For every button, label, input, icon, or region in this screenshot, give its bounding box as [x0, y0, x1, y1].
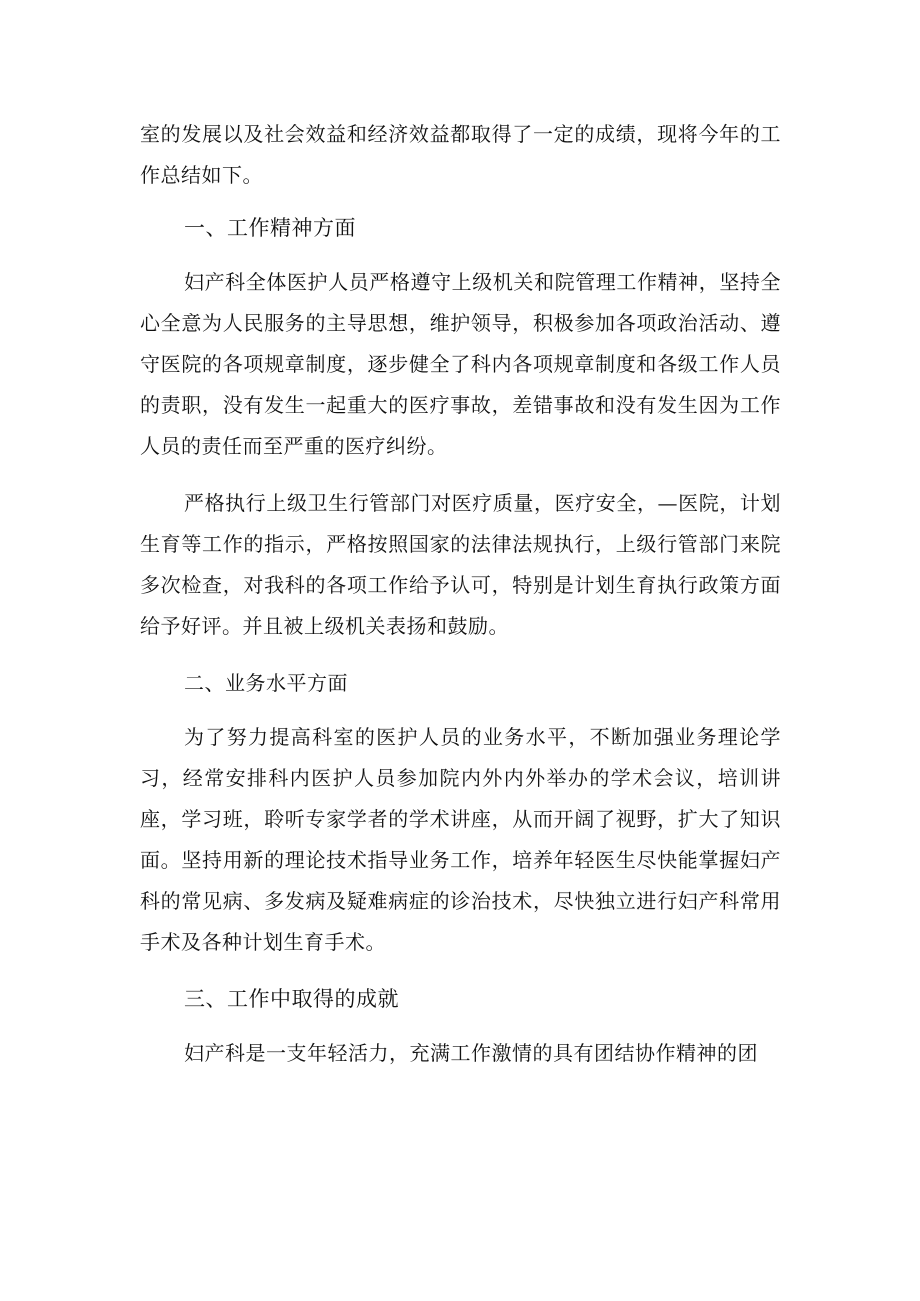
intro-paragraph: 室的发展以及社会效益和经济效益都取得了一定的成绩，现将今年的工作总结如下。: [140, 122, 781, 187]
section-heading-achievements: 三、工作中取得的成就: [184, 987, 399, 1011]
section-heading-business-level: 二、业务水平方面: [184, 671, 348, 695]
achievements-paragraph: 妇产科是一支年轻活力，充满工作激情的具有团结协作精神的团: [184, 1041, 758, 1065]
work-spirit-paragraph: 妇产科全体医护人员严格遵守上级机关和院管理工作精神，坚持全心全意为人民服务的主导思想，维护领导，积极参加各项政治活动、遵守医院的各项规章制度，逐步健全了科内各项规章制度和各级工作人员的责职，没有发生一起重大的医疗事故，差错事故和没有发生因为工作人员的责任而至严重的医疗纠纷。: [140, 270, 781, 458]
regulation-paragraph: 严格执行上级卫生行管部门对医疗质量，医疗安全，—医院，计划生育等工作的指示，严格按照国家的法律法规执行，上级行管部门来院多次检查，对我科的各项工作给予认可，特别是计划生育执行政策方面给予好评。并且被上级机关表扬和鼓励。: [140, 491, 781, 638]
document-page: [140, 114, 781, 1074]
section-heading-work-spirit: 一、工作精神方面: [184, 216, 356, 240]
business-level-paragraph: 为了努力提高科室的医护人员的业务水平，不断加强业务理论学习，经常安排科内医护人员参加院内外内外举办的学术会议，培训讲座，学习班，聆听专家学者的学术讲座，从而开阔了视野，扩大了知识面。坚持用新的理论技术指导业务工作，培养年轻医生尽快能掌握妇产科的常见病、多发病及疑难病症的诊治技术，尽快独立进行妇产科常用手术及各种计划生育手术。: [140, 725, 781, 954]
